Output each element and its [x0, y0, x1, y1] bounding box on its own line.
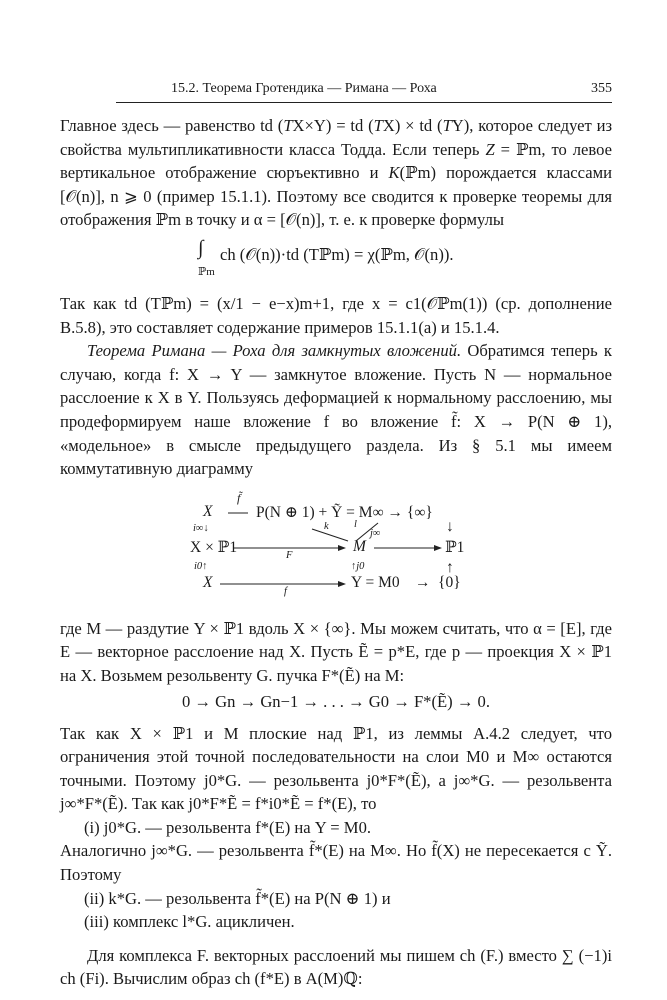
diagram-zero: {0} — [438, 573, 461, 591]
diagram-X-bottom: X — [203, 573, 213, 591]
arrow-infinity-down: ↓ — [446, 517, 454, 535]
page-body — [60, 114, 612, 991]
paragraph-3: Теорема Римана — Роха для замкнутых вложений. Обратимся теперь к случаю, когда f: X → Y — замкнутое вложение. Пусть N — нормальное расслоение к X в Y. Пользуясь деформацией к нормальному расслоению, мы продеформируем наше вложение f во вложение f̃: X → P(N ⊕ 1), «модельное» в смысле предыдущего раздела. Из § 5.1 мы имеем коммутативную диаграмму — [60, 341, 612, 479]
paragraph-1: Главное здесь — равенство td (TX×Y) = td (TX) × td (TY), которое следует из свойства мультипликативности класса Тодда. Если теперь Z = ℙm, то левое вертикальное отображение сюръективно и K(ℙm) порождается классами [𝒪(n)], n ⩾ 0 (пример 15.1.1). Поэтому все сводится к проверке теоремы для отображения ℙm в точку и α = [𝒪(n)], т. е. к проверке формулы — [60, 116, 613, 230]
label-i-infinity: i∞↓ — [193, 522, 209, 534]
theorem-heading: Теорема Римана — Роха для замкнутых вложений. — [87, 341, 462, 361]
page-number: 355 — [591, 81, 612, 96]
page-header — [116, 80, 612, 103]
list-item-1: (i) j0*G. — резольвента f*(E) на Y = M0. — [84, 817, 372, 837]
label-l: l — [354, 518, 357, 530]
paragraph-5: Так как X × ℙ1 и M плоские над ℙ1, из леммы A.4.2 следует, что ограничения этой точной последовательности на слои M0 и M∞ остаются точными. Поэтому j0*G. — резольвента j0*F*(Ẽ), а j∞*G. — резольвента j∞*F*(Ẽ). Так как j0*F*Ẽ = f*i0*Ẽ = f*(E), то — [60, 723, 612, 814]
paragraph-4: где M — раздутие Y × ℙ1 вдоль X × {∞}. Мы можем считать, что α = [E], где E — векторное расслоение над X. Пусть Ẽ = p*E, где p — проекция X × ℙ1 на X. Возьмем резольвенту G. пучка F*(Ẽ) на M: — [60, 618, 612, 685]
integral-domain: ℙm — [198, 265, 215, 278]
running-title: 15.2. Теорема Гротендика — Римана — Роха — [171, 81, 437, 96]
label-F: F — [286, 549, 293, 561]
paragraph-2: Так как td (Tℙm) = (x/1 − e−x)m+1, где x = c1(𝒪ℙm(1)) (ср. дополнение B.5.8), это составляет содержание примеров 15.1.1(а) и 15.1.4. — [60, 293, 612, 337]
formula-resolution: 0 → Gn → Gn−1 → . . . → G0 → F*(Ẽ) → 0. — [181, 691, 491, 711]
commutative-diagram — [60, 490, 612, 607]
paragraph-6: Аналогично j∞*G. — резольвента f̃*(E) на M∞. Но f̃(X) не пересекается с Ỹ. Поэтому — [60, 841, 612, 885]
formula-integral — [60, 233, 612, 285]
label-i0: i0↑ — [194, 560, 208, 572]
label-j-infinity: j∞ — [370, 527, 381, 539]
integral-expression: ch (𝒪(n))·td (Tℙm) = χ(ℙm, 𝒪(n)). — [220, 244, 454, 264]
label-k: k — [324, 520, 329, 532]
list-item-3: (iii) комплекс l*G. ацикличен. — [84, 912, 295, 932]
diagram-XxP1: X × ℙ1 — [190, 538, 238, 556]
diagram-bottom-target: Y = M0 — [351, 573, 400, 591]
integral-sign: ∫ — [198, 236, 204, 259]
paragraph-7: Для комплекса F. векторных расслоений мы пишем ch (F.) вместо ∑ (−1)i ch (Fi). Вычислим образ ch (f*E) в A(M)ℚ: — [60, 945, 612, 989]
label-f: f — [284, 585, 287, 597]
label-ftilde: f̃ — [237, 490, 241, 505]
label-j0: ↑j0 — [351, 560, 365, 572]
diagram-top-target: P(N ⊕ 1) + Ỹ = M∞ → {∞} — [256, 503, 433, 521]
list-item-2: (ii) k*G. — резольвента f̃*(E) на P(N ⊕ 1) и — [84, 888, 391, 908]
arrow-k — [312, 529, 348, 541]
arrow-to-zero: → — [415, 573, 431, 591]
arrow-zero-up: ↑ — [446, 558, 454, 576]
diagram-X-top: X — [203, 502, 213, 520]
diagram-M: M — [353, 537, 366, 555]
diagram-P1: ℙ1 — [445, 538, 465, 556]
